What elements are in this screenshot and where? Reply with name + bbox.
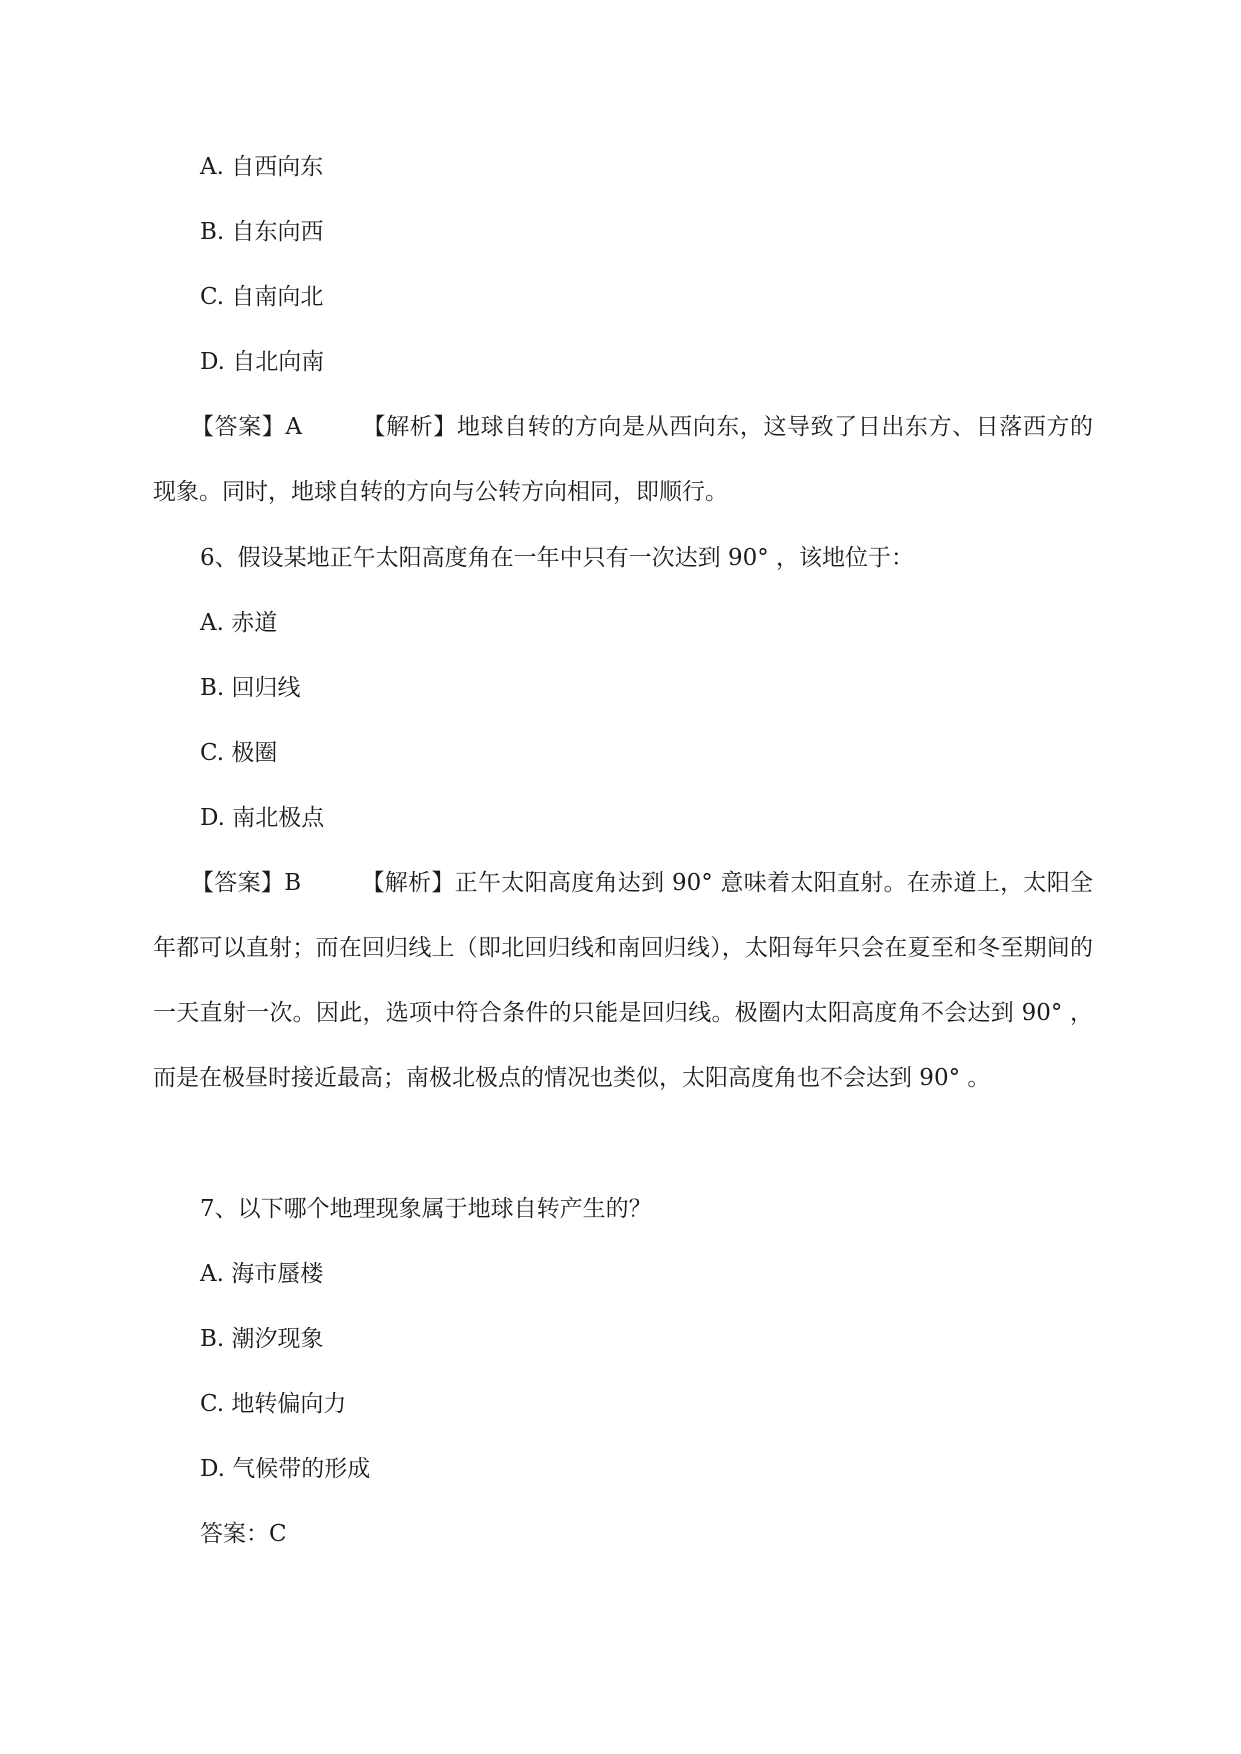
option-text: 自东向西 [231, 219, 324, 245]
option-text: 气候带的形成 [232, 1456, 371, 1482]
q7-option-b [200, 1324, 324, 1354]
option-letter: A. [200, 154, 224, 180]
q7-question: 7、以下哪个地理现象属于地球自转产生的？ [200, 1196, 652, 1222]
option-letter: B. [200, 675, 225, 701]
q7-answer: 答案：C [200, 1521, 287, 1547]
option-text: 潮汐现象 [231, 1326, 324, 1352]
q5-option-a [200, 152, 323, 182]
option-text: 极圈 [231, 740, 278, 766]
option-text: 地转偏向力 [231, 1391, 347, 1417]
option-text: 自北向南 [232, 349, 325, 375]
option-text: 赤道 [231, 610, 278, 636]
analysis-tag: 【解析】 [361, 870, 455, 896]
q5-option-c [200, 282, 323, 312]
answer-tag: 【答案】A [191, 414, 302, 440]
option-letter: A. [200, 610, 224, 636]
option-text: 自南向北 [231, 284, 324, 310]
answer-tag: 【答案】B [191, 870, 302, 896]
q6-option-b [200, 673, 301, 703]
q6-option-d [200, 803, 324, 833]
q6-option-c [200, 738, 277, 768]
q6-question: 6、假设某地正午太阳高度角在一年中只有一次达到 90° ，该地位于： [200, 545, 915, 571]
option-text: 自西向东 [231, 154, 324, 180]
option-letter: C. [200, 1391, 225, 1417]
option-letter: C. [200, 740, 225, 766]
option-text: 海市蜃楼 [231, 1261, 324, 1287]
option-letter: A. [200, 1261, 224, 1287]
q7-option-d [200, 1454, 370, 1484]
analysis-text: 地球自转的方向是从西向东，这导致了日出东方、日落西方的现象。同时，地球自转的方向与公转方向相同，即顺行。 [153, 414, 1094, 505]
q6-option-a [200, 608, 277, 638]
option-text: 回归线 [231, 675, 301, 701]
option-letter: D. [200, 805, 225, 831]
q7-option-a [200, 1259, 323, 1289]
option-letter: B. [200, 1326, 225, 1352]
option-letter: D. [200, 349, 225, 375]
option-letter: B. [200, 219, 225, 245]
q5-option-d [200, 347, 324, 377]
option-text: 南北极点 [232, 805, 325, 831]
q5-option-b [200, 217, 324, 247]
option-letter: D. [200, 1456, 225, 1482]
analysis-tag: 【解析】 [361, 414, 457, 440]
q5-answer-analysis [153, 395, 1093, 525]
analysis-text: 正午太阳高度角达到 90° 意味着太阳直射。在赤道上，太阳全年都可以直射；而在回归线上（即北回归线和南回归线），太阳每年只会在夏至和冬至期间的一天直射一次。因此，选项中符合条件的只能是回归线。极圈内太阳高度角不会达到 90° ，而是在极昼时接近最高；南极北极点的情况也类似，太阳高度角也不会达到 90° 。 [153, 870, 1094, 1091]
option-letter: C. [200, 284, 225, 310]
q6-answer-analysis [153, 851, 1093, 1111]
q7-option-c [200, 1389, 346, 1419]
